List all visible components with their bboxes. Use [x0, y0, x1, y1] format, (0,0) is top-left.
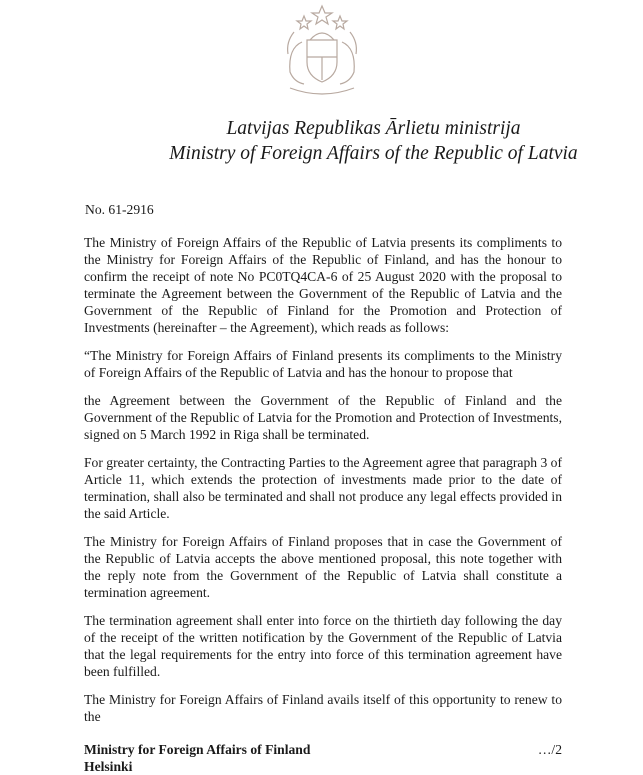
ministry-title-latvian: Latvijas Republikas Ārlietu ministrija [226, 118, 521, 139]
paragraph: The Ministry for Foreign Affairs of Finland proposes that in case the Government of the Republic of Latvia accepts the above mentioned proposal, this note together with the reply note from the Government of the Republic of Latvia shall constitute a termination agreement. [84, 534, 562, 600]
letter-body [84, 234, 562, 725]
paragraph: For greater certainty, the Contracting Parties to the Agreement agree that paragraph 3 of Article 11, which extends the protection of investments made prior to the date of termination, shall also be terminated and shall not produce any legal effects provided in the said Article. [84, 455, 562, 521]
document-number: No. 61-2916 [85, 202, 154, 217]
coat-of-arms-emblem [272, 2, 372, 102]
addressee-name: Ministry for Foreign Affairs of Finland [84, 742, 311, 757]
paragraph: The Ministry of Foreign Affairs of the Republic of Latvia presents its compliments to the Ministry for Foreign Affairs of the Republic of Finland, and has the honour to confirm the receipt of note No PC0TQ4CA-6 of 25 August 2020 with the proposal to terminate the Agreement between the Government of the Republic of Latvia and the Government of the Republic of Finland for the Promotion and Protection of Investments (hereinafter – the Agreement), which reads as follows: [84, 235, 562, 335]
page-continuation: …/2 [537, 742, 562, 757]
paragraph: The termination agreement shall enter into force on the thirtieth day following the day of the receipt of the written notification by the Government of the Republic of Latvia that the legal requirements for the entry into force of this termination agreement have been fulfilled. [84, 613, 562, 679]
paragraph: the Agreement between the Government of the Republic of Finland and the Government of the Republic of Latvia for the Promotion and Protection of Investments, signed on 5 March 1992 in Riga shall be terminated. [84, 393, 562, 442]
footer-row [84, 741, 562, 775]
addressee-block [84, 741, 310, 775]
paragraph: The Ministry for Foreign Affairs of Finland avails itself of this opportunity to renew to the [84, 692, 562, 724]
letter-content [84, 234, 562, 775]
addressee-city: Helsinki [84, 759, 133, 774]
ministry-title-english: Ministry of Foreign Affairs of the Republic of Latvia [169, 143, 578, 164]
paragraph: “The Ministry for Foreign Affairs of Finland presents its compliments to the Ministry of Foreign Affairs of the Republic of Latvia and has the honour to propose that [84, 348, 562, 380]
